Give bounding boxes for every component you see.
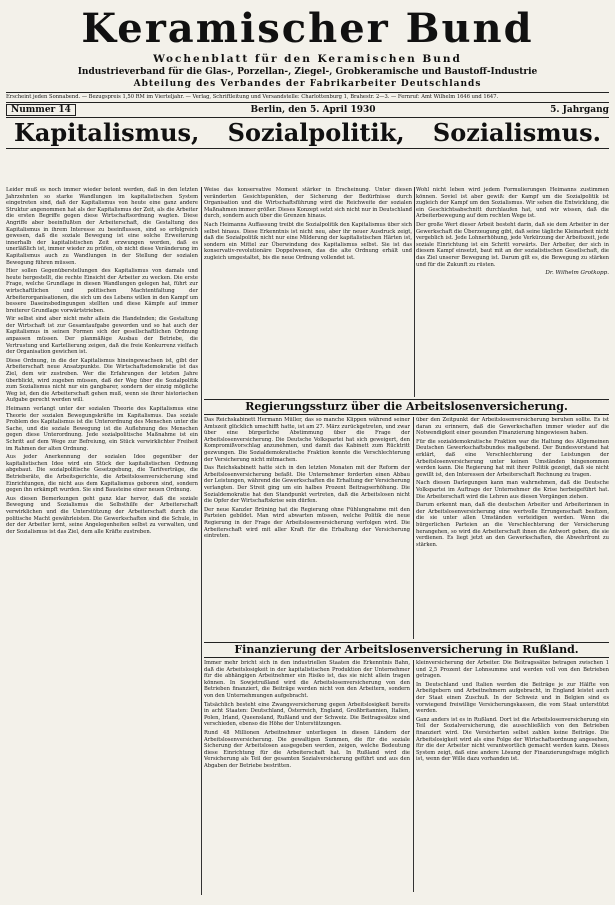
- column-rule: [414, 187, 415, 397]
- article3-paragraph: Immer mehr bricht sich in den industriellen Staaten die Erkenntnis Bahn, daß die Arbeitslosigkeit in der kapitalistischen Produktion der Unternehmer für die abhängigen Arbeitnehmer ein Risiko ist, das sie nicht allein tragen können. In Sowjetrußland wird die Arbeitslosenversicherung von den Betrieben finanziert, die Beiträge werden nicht von den Arbeitern, sondern von den Unternehmungen aufgebracht.: [204, 660, 410, 699]
- article3-right-paragraph: kleinversicherung der Arbeiter. Die Beitragssätze betragen zwischen 1 und 2,5 Prozent der Lohnsumme und werden voll von den Betrieben getragen.: [416, 660, 609, 680]
- publication-info: Erscheint jeden Sonnabend. — Bezugspreis 1,50 RM im Vierteljahr. — Verlag, Schriftleitung und Versandstelle: Charlottenburg 1, Brahestr. 2—3. — Fernruf: Amt Wilhelm 1646 und 1647.: [6, 92, 609, 103]
- masthead-subtitle: Wochenblatt für den Keramischen Bund: [153, 53, 462, 65]
- article-author: Dr. Wilhelm Grotkopp.: [545, 270, 609, 277]
- article1-paragraph: Diese Ordnung, in die der Kapitalismus hineingewachsen ist, gibt der Arbeiterschaft neue Ansatzpunkte. Die Wirtschaftsdemokratie ist das Ziel, dem wir zustreben. Wer die Erfahrungen der letzten Jahre überblickt, wird zugeben müssen, daß der Weg über die Sozialpolitik zum Sozialismus nicht nur ein gangbarer, sondern der einzig mögliche Weg ist, den die Arbeiterschaft gehen muß, wenn sie ihrer historischen Aufgabe gerecht werden will.: [6, 357, 198, 404]
- article3-paragraph: Rund 48 Millionen Arbeitnehmer unterliegen in diesen Ländern der Arbeitslosenversicherung. Die gewaltigen Summen, die für die soziale Sicherung der Arbeitslosen ausgegeben werden, zeigen, welche Bedeutung diese Einrichtung für die Arbeiterschaft hat. In Rußland wird die Versicherung als Teil der gesamten Sozialversicherung geführt und aus den Abgaben der Betriebe bestritten.: [204, 729, 410, 769]
- issue-info-row: [6, 103, 609, 118]
- masthead-title: Keramischer Bund: [81, 5, 534, 52]
- article3-right-body: [416, 660, 609, 892]
- article2-heading: Regierungssturz über die Arbeitslosenversicherung.: [204, 399, 609, 415]
- article2-right-paragraph: Für die sozialdemokratische Fraktion war die Haltung des Allgemeinen Deutschen Gewerkschaftsbundes maßgebend. Der Bundesvorstand hat erklärt, daß eine Verschlechterung der Leistungen der Arbeitslosenversicherung unter keinen Umständen hingenommen werden kann. Die Regierung hat mit ihrer Politik gezeigt, daß sie nicht gewillt ist, den Interessen der Arbeiterschaft Rechnung zu tragen.: [416, 438, 609, 478]
- association-line: Industrieverband für die Glas-, Porzellan-, Ziegel-, Grobkeramische und Baustoff-Industrie: [77, 67, 538, 77]
- article1-paragraph: Aus jeder Anerkennung der sozialen Idee gegenüber der kapitalistischen Idee wird ein Stück der kapitalistischen Ordnung abgebaut. Die sozialpolitische Gesetzgebung, die Tarifverträge, die Betriebsräte, die Arbeitsgerichte, die Arbeitslosenversicherung sind Einrichtungen, die nicht aus dem Kapitalismus geboren sind, sondern gegen ihn erkämpft wurden. Sie sind Bausteine einer neuen Ordnung.: [6, 454, 198, 494]
- article1-far-right-paragraph: Der große Wert dieser Arbeit besteht darin, daß sie dem Arbeiter in der Gewerkschaft die Überzeugung gibt, daß seine tägliche Kleinarbeit nicht vergeblich ist. Jede Lohnerhöhung, jede Verkürzung der Arbeitszeit, jede soziale Einrichtung ist ein Schritt vorwärts. Der Arbeiter, der sich in diesem Kampf einsetzt, baut mit an der sozialistischen Gesellschaft, die das Ziel unserer Bewegung ist. Darum gilt es, die Bewegung zu stärken und für die Zukunft zu rüsten.: [416, 221, 609, 268]
- article1-paragraph: Aus diesen Bemerkungen geht ganz klar hervor, daß die soziale Bewegung und Sozialismus die Selbsthilfe der Arbeiterschaft verwirklichen und die Unterstützung der Arbeiterschaft durch die politische Macht gewährleisten. Die Gewerkschaften sind die Schule, in der der Arbeiter lernt, seine Angelegenheiten selbst zu verwalten, und der Sozialismus ist das Ziel, dem alle Kräfte zustreben.: [6, 495, 198, 535]
- article3-body: [204, 660, 410, 892]
- article3-paragraph: Tatsächlich besteht eine Zwangsversicherung gegen Arbeitslosigkeit bereits in acht Staaten: Deutschland, Österreich, England, Großbritannien, Italien, Polen, Irland, Queensland, Rußland und der Schweiz. Die Beitragssätze sind verschieden, ebenso die Höhe der Unterstützungen.: [204, 701, 410, 728]
- article3-right-paragraph: Ganz anders ist es in Rußland. Dort ist die Arbeitslosenversicherung ein Teil der Sozialversicherung, die ausschließlich von den Betrieben finanziert wird. Die Versicherten selbst zahlen keine Beiträge. Die Arbeitslosigkeit wird als eine Folge der Wirtschaftsordnung angesehen, für die der Arbeiter nicht verantwortlich gemacht werden kann. Dieses System zeigt, daß eine andere Lösung der Finanzierungsfrage möglich ist, wenn der Wille dazu vorhanden ist.: [416, 716, 609, 763]
- article1-paragraph: Hier sollen Gegenüberstellungen des Kapitalismus von damals und heute hergestellt, die rechte Einsicht der Arbeiter zu wecken. Die erste Frage, welche Grundlage in diesen Wandlungen gelegen hat, führt zur wirtschaftlichen und politischen Machtentfaltung der Arbeiterorganisationen, die sich um des Lebens willen in den Kampf um bessere Daseinsbedingungen stellten und diese Kämpfe auf immer breiterer Grundlage vorwärtstrieben.: [6, 268, 198, 314]
- column-rule: [413, 417, 414, 639]
- article3-heading: Finanzierung der Arbeitslosenversicherung in Rußland.: [204, 642, 609, 658]
- department-line: Abteilung des Verbandes der Fabrikarbeiter Deutschlands: [133, 79, 482, 89]
- issue-volume: 5. Jahrgang: [550, 105, 609, 115]
- article2-right-paragraph: über den Zeitpunkt der Arbeitslosenversicherung beruhen sollte. Es ist daran zu erinnern, daß die Gewerkschaften immer wieder auf die Notwendigkeit einer gesunden Finanzierung hingewiesen haben.: [416, 417, 609, 437]
- column-rule: [413, 660, 414, 892]
- article1-far-right-column: [416, 187, 609, 397]
- article2-right-paragraph: Nach diesen Darlegungen kann man wahrnehmen, daß die Deutsche Volkspartei im Auftrage der Unternehmer die Krise herbeigeführt hat. Die Arbeiterschaft wird die Lehren aus diesen Vorgängen ziehen.: [416, 480, 609, 500]
- main-headline: [6, 118, 609, 149]
- article2-right-paragraph: Darum erkennt man, daß die deutschen Arbeiter und Arbeiterinnen in der Arbeitslosenversicherung eine wertvolle Errungenschaft besitzen, die sie unter allen Umständen verteidigen werden. Wenn die bürgerlichen Parteien an die Verschlechterung der Versicherung herangehen, so wird die Arbeiterschaft ihnen die Antwort geben, die sie verdienen. Es liegt jetzt an den Gewerkschaften, die Abwehrfront zu stärken.: [416, 502, 609, 548]
- article1-right-paragraph: Nach Heimanns Auffassung treibt die Sozialpolitik den Kapitalismus über sich selbst hinaus. Diese Erkenntnis ist nicht neu, aber ihr neuer Ausdruck zeigt, daß die Sozialpolitik nicht nur eine Milderung der kapitalistischen Härten ist, sondern ein Mittel zur Überwindung des Kapitalismus selbst. Sie ist das konservativ-revolutionäre Doppelwesen, das die alte Ordnung erhält und zugleich umgestaltet, bis die neue Ordnung vollendet ist.: [204, 221, 412, 261]
- article2-paragraph: Der neue Kanzler Brüning hat die Regierung ohne Fühlungnahme mit den Parteien gebildet. Man wird abwarten müssen, welche Politik die neue Regierung in der Frage der Arbeitslosenversicherung verfolgen wird. Die Arbeiterschaft wird mit aller Kraft für die Erhaltung der Versicherung eintreten.: [204, 506, 410, 540]
- article3-right-paragraph: In Deutschland und Italien werden die Beiträge je zur Hälfte von Arbeitgebern und Arbeitnehmern aufgebracht, in England leistet auch der Staat einen Zuschuß. In der Schweiz und in Belgien sind es vorwiegend freiwillige Versicherungskassen, die vom Staat unterstützt werden.: [416, 681, 609, 715]
- article2-right-body: [416, 417, 609, 639]
- article1-far-right-paragraph: Wohl nicht leben wird jedem Formulierungen Heimanns zustimmen können. Soviel ist aber gewiß: der Kampf um die Sozialpolitik ist zugleich der Kampf um den Sozialismus. Wir sehen die Entwicklung, die ein Geschichtsabschnitt durchlaufen hat, und wir wissen, daß die Arbeiterbewegung auf dem rechten Wege ist.: [416, 187, 609, 220]
- article1-paragraph: Heimann verlangt unter der sozialen Theorie des Kapitalismus eine Theorie der sozialen Bewegungskräfte im Kapitalismus. Das soziale Problem des Kapitalismus ist die Unterordnung des Menschen unter die Sache, und die soziale Bewegung ist die Auflehnung des Menschen gegen diese Unterordnung. Jede sozialpolitische Maßnahme ist ein Schritt auf dem Wege zur Befreiung, ein Stück verwirklichter Freiheit im Rahmen der alten Ordnung.: [6, 406, 198, 452]
- newspaper-page: [6, 5, 609, 895]
- headline-word-3: Sozialismus.: [432, 118, 601, 147]
- issue-number: Nummer 14: [6, 104, 76, 116]
- article1-right-paragraph: Weise das konservative Moment stärker in Erscheinung. Unter diesen veränderten Gesichtspunkten, der Sicherung der Bedürfnisse durch Organisation und die Wirtschaftsführung wird die Reichweite der sozialen Maßnahmen immer größer. Dieses Konzept setzt sich nicht nur in Deutschland durch, sondern auch über die Grenzen hinaus.: [204, 187, 412, 220]
- article1-paragraph: Wir selbst sind aber nicht mehr allein die Handelnden; die Gestaltung der Wirtschaft ist zur Gesamtaufgabe geworden und so hat auch der Kapitalismus in seinen Formen sich der gesellschaftlichen Ordnung anpassen müssen. Der planmäßige Ausbau der Betriebe, die Vertrustung und Kartellierung zeigen, daß die freie Konkurrenz vielfach der Organisation gewichen ist.: [6, 316, 198, 356]
- headline-word-2: Sozialpolitik,: [227, 118, 405, 147]
- article2-paragraph: Das Reichskabinett hatte sich in den letzten Monaten mit der Reform der Arbeitslosenversicherung befaßt. Die Unternehmer forderten einen Abbau der Leistungen, während die Gewerkschaften die Erhaltung der Versicherung verlangten. Der Streit ging um ein halbes Prozent Beitragserhöhung. Die Sozialdemokratie hat den Standpunkt vertreten, daß die Arbeitslosen nicht die Opfer der Wirtschaftskrise sein dürfen.: [204, 465, 410, 505]
- column-rule: [201, 187, 202, 895]
- article-columns: [6, 187, 609, 895]
- article2-paragraph: Das Reichskabinett Hermann Müller, das so manche Klippen während seiner Amtszeit glücklich umschifft hatte, ist am 27. März zurückgetreten, und zwar über eine bürgerliche Abstimmung über die Frage der Arbeitslosenversicherung. Die Deutsche Volkspartei hat sich geweigert, den Kompromißvorschlag anzunehmen, und damit das Kabinett zum Rücktritt gezwungen. Die Sozialdemokratische Fraktion konnte die Verschlechterung der Versicherung nicht mitmachen.: [204, 417, 410, 463]
- article1-right-column: [204, 187, 412, 397]
- headline-word-1: Kapitalismus,: [14, 118, 200, 147]
- issue-date: Berlin, den 5. April 1930: [250, 105, 376, 115]
- article2-body: [204, 417, 410, 639]
- article1-column: [6, 187, 198, 895]
- article1-paragraph: Leider muß es noch immer wieder betont werden, daß in den letzten Jahrzehnten so starke Wandlungen im kapitalistischen System eingetreten sind, daß der Kapitalismus von heute eine ganz andere Struktur angenommen hat als der Kapitalismus der Zeit, als die Arbeiter die ersten Begriffe gegen diese Wirtschaftsordnung wagten. Diese Angriffe aber beeinflußten der Arbeiterschaft, die Gestaltung des Kapitalismus in ihrem Interesse zu beeinflussen, sind so erfolgreich gewesen, daß die soziale Bewegung ist eine solche Erweiterung innerhalb der kapitalistischen Zeit erzwungen worden, daß es unerläßlich ist, immer wieder zu prüfen, ob nicht diese Veränderung im Kapitalismus auch zu Wandlungen in der Stellung der sozialen Bewegung führen müssen.: [6, 187, 198, 266]
